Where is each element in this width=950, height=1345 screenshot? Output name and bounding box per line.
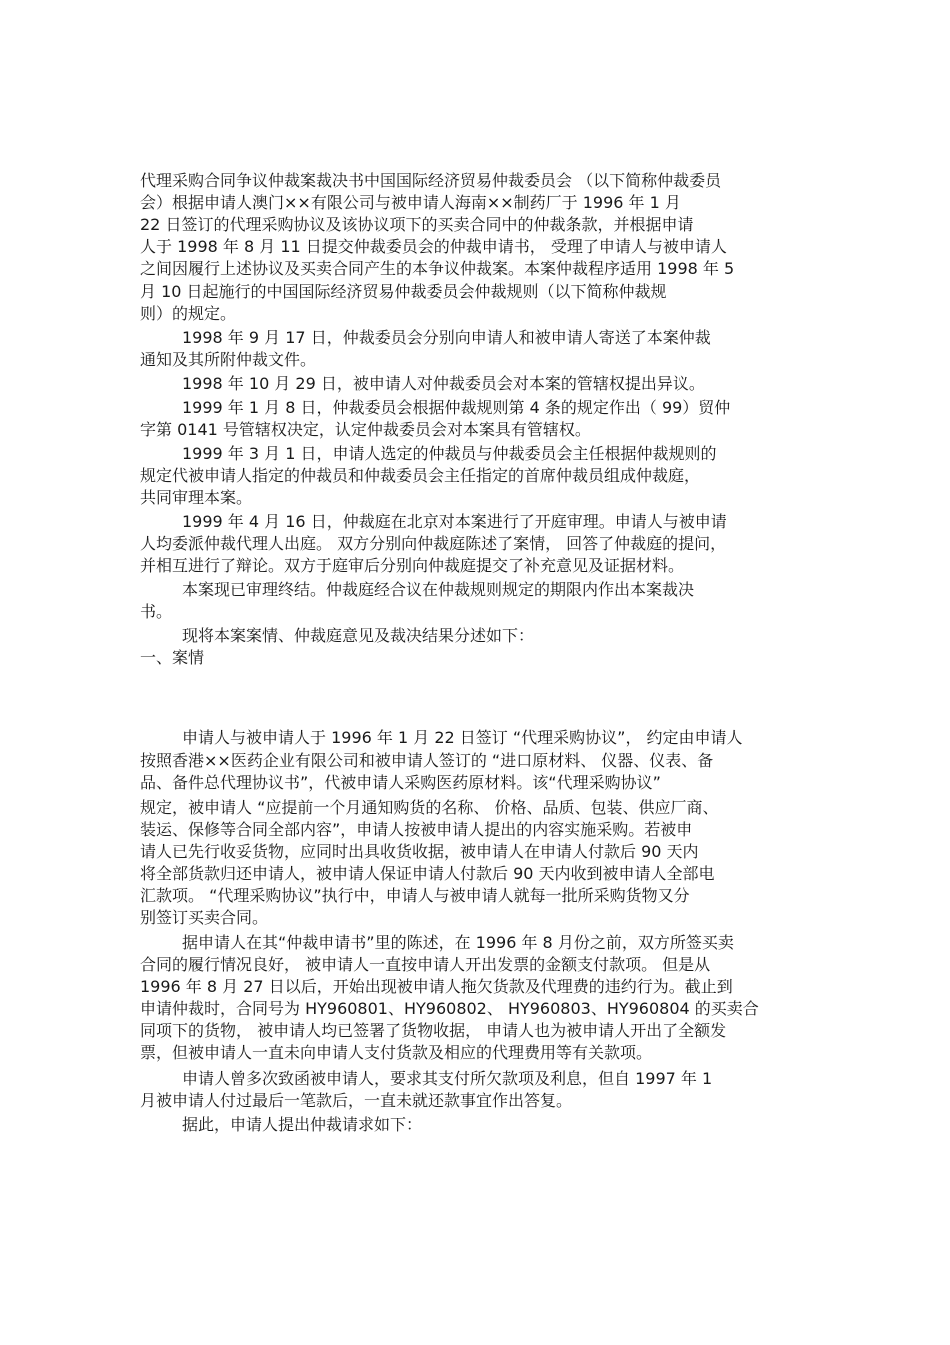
text-line: 据申请人在其“仲裁申请书”里的陈述，在 1996 年 8 月份之前，双方所签买卖 — [182, 933, 734, 952]
text-line: 1998 年 9 月 17 日，仲裁委员会分别向申请人和被申请人寄送了本案仲裁 — [182, 328, 711, 347]
text-line: 书。 — [140, 602, 173, 621]
text-line: 人均委派仲裁代理人出庭。 双方分别向仲裁庭陈述了案情， 回答了仲裁庭的提问， — [140, 534, 727, 553]
text-line: 1999 年 1 月 8 日，仲裁委员会根据仲裁规则第 4 条的规定作出（ 99）贸仲 — [182, 398, 731, 417]
text-line: 汇款项。 “代理采购协议”执行中，申请人与被申请人就每一批所采购货物又分 — [140, 886, 690, 905]
text-line: 按照香港××医药企业有限公司和被申请人签订的 “进口原材料、 仪器、仪表、备 — [140, 751, 714, 770]
text-line: 现将本案案情、仲裁庭意见及裁决结果分述如下： — [182, 626, 535, 645]
text-line: 品、备件总代理协议书”，代被申请人采购医药原材料。该“代理采购协议” — [140, 773, 661, 792]
text-line: 1996 年 8 月 27 日以后，开始出现被申请人拖欠货款及代理费的违约行为。截止到 — [140, 977, 733, 996]
text-line: 规定，被申请人 “应提前一个月通知购货的名称、 价格、品质、包装、供应厂商、 — [140, 798, 719, 817]
text-line: 据此，申请人提出仲裁请求如下： — [182, 1115, 423, 1134]
text-line: 票，但被申请人一直未向申请人支付货款及相应的代理费用等有关款项。 — [140, 1043, 653, 1062]
text-line: 共同审理本案。 — [140, 488, 253, 507]
text-line: 月 10 日起施行的中国国际经济贸易仲裁委员会仲裁规则（以下简称仲裁规 — [140, 282, 667, 301]
text-line: 申请人与被申请人于 1996 年 1 月 22 日签订 “代理采购协议”， 约定由申请人 — [182, 728, 743, 747]
text-line: 1999 年 4 月 16 日，仲裁庭在北京对本案进行了开庭审理。申请人与被申请 — [182, 512, 727, 531]
text-line: 通知及其所附仲裁文件。 — [140, 350, 317, 369]
text-line: 同项下的货物， 被申请人均已签署了货物收据， 申请人也为被申请人开出了全额发 — [140, 1021, 727, 1040]
text-line: 装运、保修等合同全部内容”，申请人按被申请人提出的内容实施采购。若被申 — [140, 820, 693, 839]
text-line: 会）根据申请人澳门××有限公司与被申请人海南××制药厂于 1996 年 1 月 — [140, 193, 681, 212]
text-line: 申请人曾多次致函被申请人，要求其支付所欠款项及利息，但自 1997 年 1 — [182, 1069, 713, 1088]
text-line: 代理采购合同争议仲裁案裁决书中国国际经济贸易仲裁委员会 （以下简称仲裁委员 — [140, 171, 722, 190]
text-line: 1998 年 10 月 29 日，被申请人对仲裁委员会对本案的管辖权提出异议。 — [182, 374, 705, 393]
text-line: 别签订买卖合同。 — [140, 908, 269, 927]
text-line: 并相互进行了辩论。双方于庭审后分别向仲裁庭提交了补充意见及证据材料。 — [140, 556, 685, 575]
text-line: 本案现已审理终结。仲裁庭经合议在仲裁规则规定的期限内作出本案裁决 — [182, 580, 695, 599]
text-line: 月被申请人付过最后一笔款后，一直未就还款事宜作出答复。 — [140, 1091, 573, 1110]
text-line: 将全部货款归还申请人，被申请人保证申请人付款后 90 天内收到被申请人全部电 — [140, 864, 715, 883]
text-line: 合同的履行情况良好， 被申请人一直按申请人开出发票的金额支付款项。 但是从 — [140, 955, 711, 974]
text-line: 请人已先行收妥货物，应同时出具收货收据，被申请人在申请人付款后 90 天内 — [140, 842, 699, 861]
text-line: 之间因履行上述协议及买卖合同产生的本争议仲裁案。本案仲裁程序适用 1998 年 5 — [140, 259, 735, 278]
text-line: 1999 年 3 月 1 日，申请人选定的仲裁员与仲裁委员会主任根据仲裁规则的 — [182, 444, 717, 463]
text-line: 申请仲裁时，合同号为 HY960801、HY960802、 HY960803、HY960804 的买卖合 — [140, 999, 759, 1018]
text-line: 规定代被申请人指定的仲裁员和仲裁委员会主任指定的首席仲裁员组成仲裁庭， — [140, 466, 701, 485]
section-heading: 一、案情 — [140, 648, 205, 667]
text-line: 则）的规定。 — [140, 304, 237, 323]
text-line: 22 日签订的代理采购协议及该协议项下的买卖合同中的仲裁条款，并根据申请 — [140, 215, 694, 234]
text-line: 人于 1998 年 8 月 11 日提交仲裁委员会的仲裁申请书， 受理了申请人与被申请人 — [140, 237, 727, 256]
text-line: 字第 0141 号管辖权决定，认定仲裁委员会对本案具有管辖权。 — [140, 420, 591, 439]
